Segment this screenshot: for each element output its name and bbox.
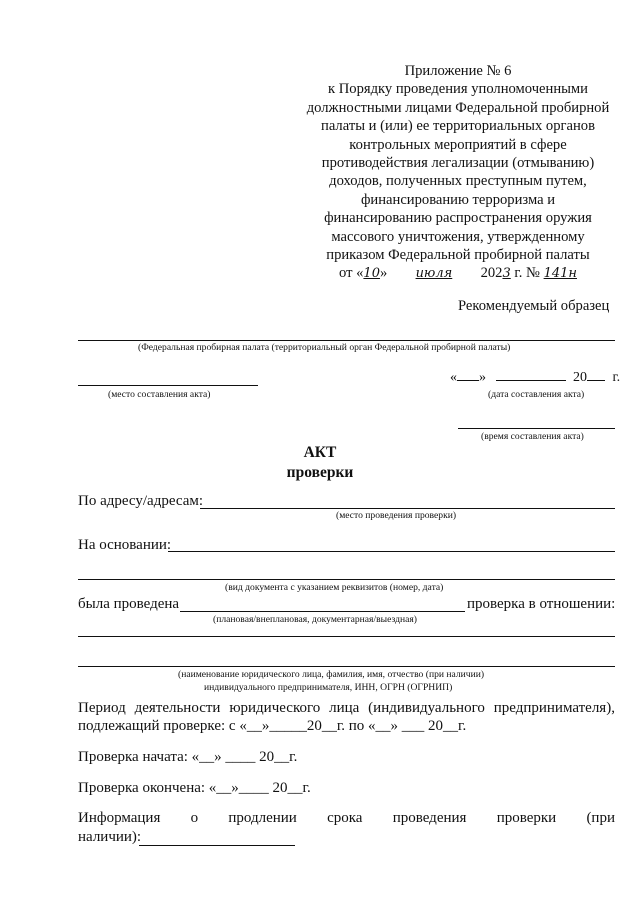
kind-caption: (плановая/внеплановая, документарная/выездная) (213, 614, 417, 625)
entity-field-line-2[interactable] (78, 666, 615, 667)
time-field-line[interactable] (458, 428, 615, 429)
period-word: юридического (229, 700, 321, 716)
inspection-of-label: проверка в отношении: (467, 596, 616, 612)
info-word: о (190, 810, 199, 826)
info-word: срока (327, 810, 363, 826)
appendix-line: палаты и (или) ее территориальных органов (321, 118, 595, 135)
recommended-sample-label: Рекомендуемый образец (458, 298, 610, 314)
period-line-1 (78, 700, 615, 717)
info-word: продлении (228, 810, 297, 826)
period-word: лица (329, 700, 360, 716)
basis-field-line[interactable] (168, 551, 615, 552)
order-day: 10 (363, 266, 380, 282)
info-word: (при (586, 810, 615, 826)
place-field-line[interactable] (78, 385, 258, 386)
org-caption: (Федеральная пробирная палата (территориальный орган Федеральной пробирной палаты) (138, 342, 511, 353)
order-year-pre: 202 (480, 265, 503, 282)
info-word: проведения (392, 810, 467, 826)
period-word: предпринимателя), (493, 700, 615, 716)
date-year-suffix: г. (612, 370, 621, 385)
info-word: проверки (496, 810, 557, 826)
date-caption: (дата составления акта) (488, 389, 585, 400)
date-year-blank[interactable] (587, 380, 605, 381)
period-word: (индивидуального (368, 700, 485, 716)
time-caption: (время составления акта) (481, 431, 584, 442)
appendix-line: Приложение № 6 (404, 63, 512, 79)
address-label: По адресу/адресам: (78, 493, 204, 509)
basis-field-line-2[interactable] (78, 579, 615, 580)
date-month-blank[interactable] (496, 380, 566, 381)
order-date-line (290, 264, 626, 283)
date-close-quote: » (479, 370, 486, 385)
order-year-digit: 3 (502, 266, 511, 282)
appendix-line: финансированию терроризма и (360, 191, 556, 208)
info-word: Информация (78, 810, 161, 826)
appendix-line: массового уничтожения, утвержденному (331, 228, 585, 245)
basis-label: На основании: (78, 537, 172, 553)
order-year-post: г. № (510, 265, 544, 282)
date-field[interactable] (450, 370, 620, 386)
appendix-line: доходов, полученных преступным путем, (329, 173, 587, 190)
place-caption: (место составления акта) (108, 389, 211, 400)
appendix-line: к Порядку проведения уполномоченными (328, 81, 588, 98)
conducted-label: была проведена (78, 596, 180, 612)
order-number: 141н (543, 266, 577, 282)
appendix-header (290, 62, 626, 284)
document-title: АКТ (303, 444, 337, 461)
period-word: Период (78, 700, 126, 716)
order-date-prefix: от « (338, 265, 364, 282)
org-field-line[interactable] (78, 340, 615, 341)
date-year-prefix: 20 (573, 370, 587, 385)
inspection-place-caption: (место проведения проверки) (336, 510, 457, 521)
inspection-started[interactable]: Проверка начата: «__» ____ 20__г. (78, 749, 298, 765)
document-caption: (вид документа с указанием реквизитов (номер, дата) (225, 582, 444, 593)
period-word: деятельности (134, 700, 221, 716)
entity-field-line-1[interactable] (78, 636, 615, 637)
order-month: июля (415, 266, 453, 282)
inspection-ended[interactable]: Проверка окончена: «__»____ 20__г. (78, 780, 311, 796)
period-line-2[interactable]: подлежащий проверке: с «__»_____20__г. по «__» ___ 20__г. (78, 718, 467, 734)
appendix-line: финансированию распространения оружия (324, 210, 592, 227)
info-line-1 (78, 810, 615, 827)
date-day-blank[interactable] (457, 380, 479, 381)
appendix-line: контрольных мероприятий в сфере (349, 136, 567, 153)
info-field-line[interactable] (139, 845, 295, 846)
address-field-line[interactable] (200, 508, 615, 509)
info-line-2: наличии): (78, 829, 142, 845)
appendix-line: приказом Федеральной пробирной палаты (326, 247, 590, 264)
appendix-line: должностными лицами Федеральной пробирной (306, 99, 610, 116)
entity-caption-2: индивидуального предпринимателя, ИНН, ОГРН (ОГРНИП) (204, 682, 453, 693)
document-subtitle: проверки (286, 464, 354, 481)
entity-caption-1: (наименование юридического лица, фамилия, имя, отчество (при наличии) (178, 669, 485, 680)
date-open-quote: « (450, 370, 457, 385)
order-date-mid: » (379, 265, 388, 282)
appendix-line: противодействия легализации (отмыванию) (321, 155, 595, 172)
inspection-kind-field-line[interactable] (180, 611, 465, 612)
